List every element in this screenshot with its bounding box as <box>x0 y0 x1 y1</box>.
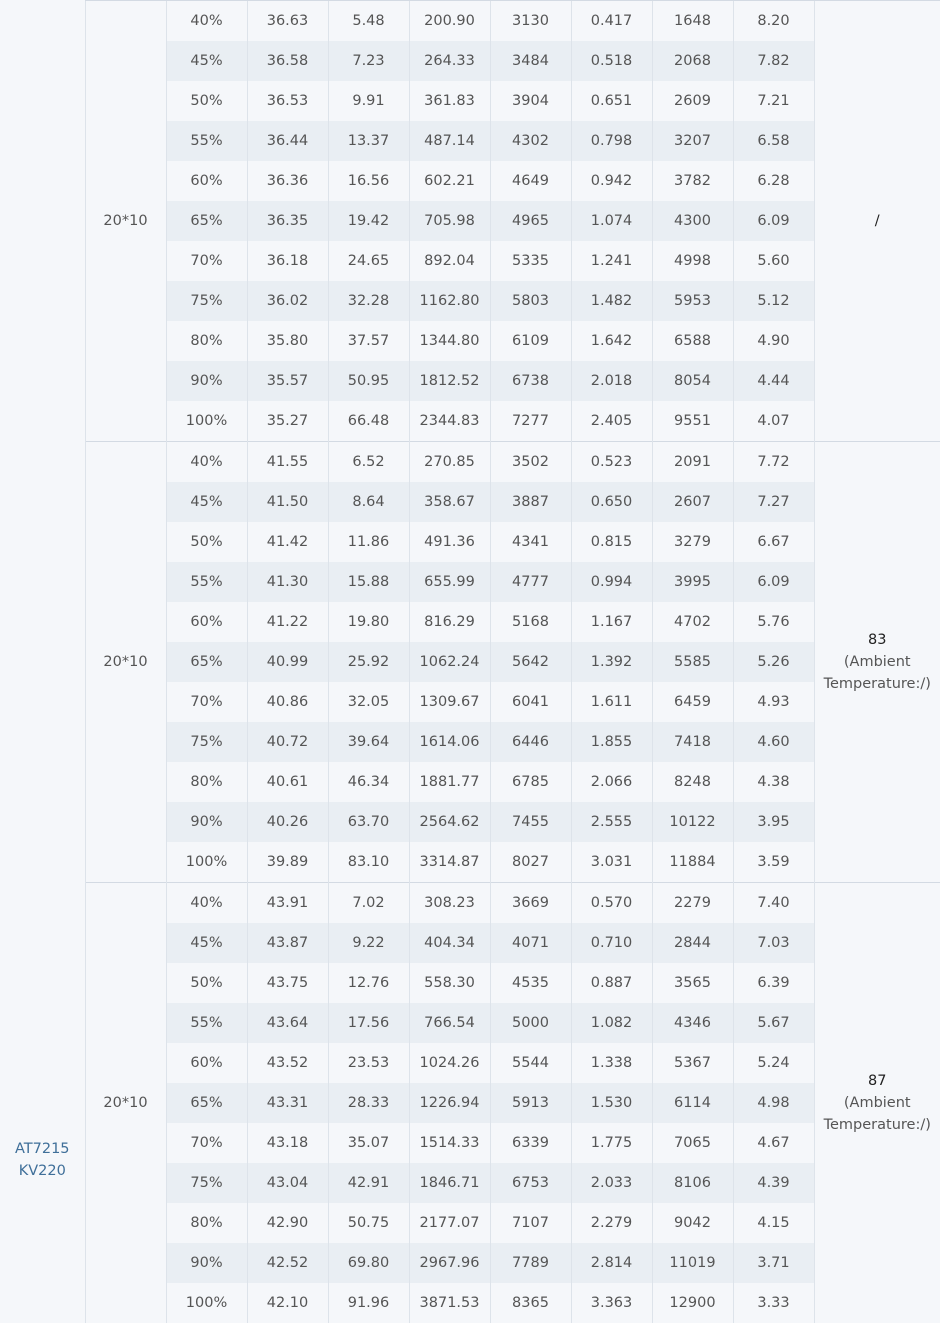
rpm-cell: 1648 <box>652 1 733 42</box>
power-cell: 358.67 <box>409 482 490 522</box>
power-cell: 361.83 <box>409 81 490 121</box>
power-cell: 404.34 <box>409 923 490 963</box>
power-cell: 705.98 <box>409 201 490 241</box>
torque-cell: 2.066 <box>571 762 652 802</box>
efficiency-cell: 4.15 <box>733 1203 814 1243</box>
power-cell: 1846.71 <box>409 1163 490 1203</box>
thrust-cell: 6753 <box>490 1163 571 1203</box>
current-cell: 46.34 <box>328 762 409 802</box>
voltage-cell: 36.53 <box>247 81 328 121</box>
voltage-cell: 36.18 <box>247 241 328 281</box>
efficiency-cell: 7.27 <box>733 482 814 522</box>
thrust-cell: 3484 <box>490 41 571 81</box>
torque-cell: 0.815 <box>571 522 652 562</box>
rpm-cell: 8106 <box>652 1163 733 1203</box>
power-cell: 491.36 <box>409 522 490 562</box>
efficiency-cell: 3.59 <box>733 842 814 883</box>
power-cell: 3314.87 <box>409 842 490 883</box>
torque-cell: 1.482 <box>571 281 652 321</box>
torque-cell: 0.523 <box>571 442 652 483</box>
torque-cell: 1.611 <box>571 682 652 722</box>
rpm-cell: 4300 <box>652 201 733 241</box>
rpm-cell: 4346 <box>652 1003 733 1043</box>
current-cell: 35.07 <box>328 1123 409 1163</box>
thrust-cell: 4071 <box>490 923 571 963</box>
throttle-cell: 100% <box>166 842 247 883</box>
rpm-cell: 12900 <box>652 1283 733 1323</box>
throttle-cell: 75% <box>166 1163 247 1203</box>
torque-cell: 2.405 <box>571 401 652 442</box>
rpm-cell: 8054 <box>652 361 733 401</box>
thrust-cell: 4649 <box>490 161 571 201</box>
efficiency-cell: 7.40 <box>733 883 814 924</box>
throttle-cell: 80% <box>166 1203 247 1243</box>
throttle-cell: 60% <box>166 1043 247 1083</box>
torque-cell: 0.887 <box>571 963 652 1003</box>
current-cell: 42.91 <box>328 1163 409 1203</box>
efficiency-cell: 6.39 <box>733 963 814 1003</box>
torque-cell: 1.338 <box>571 1043 652 1083</box>
rpm-cell: 3782 <box>652 161 733 201</box>
throttle-cell: 45% <box>166 923 247 963</box>
thrust-cell: 7277 <box>490 401 571 442</box>
efficiency-cell: 5.67 <box>733 1003 814 1043</box>
thrust-cell: 6109 <box>490 321 571 361</box>
throttle-cell: 65% <box>166 642 247 682</box>
torque-cell: 1.530 <box>571 1083 652 1123</box>
current-cell: 50.75 <box>328 1203 409 1243</box>
efficiency-cell: 7.21 <box>733 81 814 121</box>
current-cell: 66.48 <box>328 401 409 442</box>
power-cell: 2344.83 <box>409 401 490 442</box>
propeller-size-cell: 20*10 <box>85 1 166 442</box>
current-cell: 9.22 <box>328 923 409 963</box>
torque-cell: 0.651 <box>571 81 652 121</box>
power-cell: 655.99 <box>409 562 490 602</box>
current-cell: 9.91 <box>328 81 409 121</box>
power-cell: 1881.77 <box>409 762 490 802</box>
voltage-cell: 42.90 <box>247 1203 328 1243</box>
torque-cell: 2.033 <box>571 1163 652 1203</box>
rpm-cell: 3279 <box>652 522 733 562</box>
efficiency-cell: 5.26 <box>733 642 814 682</box>
rpm-cell: 7065 <box>652 1123 733 1163</box>
voltage-cell: 36.63 <box>247 1 328 42</box>
efficiency-cell: 4.38 <box>733 762 814 802</box>
efficiency-cell: 5.60 <box>733 241 814 281</box>
current-cell: 25.92 <box>328 642 409 682</box>
throttle-cell: 75% <box>166 281 247 321</box>
throttle-cell: 40% <box>166 883 247 924</box>
throttle-cell: 65% <box>166 201 247 241</box>
rpm-cell: 5585 <box>652 642 733 682</box>
rpm-cell: 3207 <box>652 121 733 161</box>
efficiency-cell: 4.44 <box>733 361 814 401</box>
rpm-cell: 3565 <box>652 963 733 1003</box>
current-cell: 7.02 <box>328 883 409 924</box>
torque-cell: 1.642 <box>571 321 652 361</box>
power-cell: 308.23 <box>409 883 490 924</box>
voltage-cell: 41.30 <box>247 562 328 602</box>
rpm-cell: 5953 <box>652 281 733 321</box>
torque-cell: 3.031 <box>571 842 652 883</box>
voltage-cell: 35.27 <box>247 401 328 442</box>
voltage-cell: 41.55 <box>247 442 328 483</box>
voltage-cell: 43.18 <box>247 1123 328 1163</box>
thrust-cell: 4965 <box>490 201 571 241</box>
thrust-cell: 3887 <box>490 482 571 522</box>
motor-temperature-cell <box>814 1 940 442</box>
torque-cell: 0.570 <box>571 883 652 924</box>
thrust-cell: 6738 <box>490 361 571 401</box>
current-cell: 50.95 <box>328 361 409 401</box>
rpm-cell: 6588 <box>652 321 733 361</box>
efficiency-cell: 6.67 <box>733 522 814 562</box>
thrust-cell: 7107 <box>490 1203 571 1243</box>
thrust-cell: 4777 <box>490 562 571 602</box>
rpm-cell: 10122 <box>652 802 733 842</box>
efficiency-cell: 7.82 <box>733 41 814 81</box>
voltage-cell: 35.80 <box>247 321 328 361</box>
rpm-cell: 9042 <box>652 1203 733 1243</box>
efficiency-cell: 4.07 <box>733 401 814 442</box>
thrust-cell: 5913 <box>490 1083 571 1123</box>
thrust-cell: 4341 <box>490 522 571 562</box>
throttle-cell: 90% <box>166 1243 247 1283</box>
efficiency-cell: 4.60 <box>733 722 814 762</box>
thrust-cell: 8027 <box>490 842 571 883</box>
thrust-cell: 4302 <box>490 121 571 161</box>
power-cell: 558.30 <box>409 963 490 1003</box>
efficiency-cell: 4.98 <box>733 1083 814 1123</box>
power-cell: 892.04 <box>409 241 490 281</box>
current-cell: 12.76 <box>328 963 409 1003</box>
torque-cell: 2.279 <box>571 1203 652 1243</box>
torque-cell: 1.241 <box>571 241 652 281</box>
voltage-cell: 43.04 <box>247 1163 328 1203</box>
throttle-cell: 55% <box>166 562 247 602</box>
efficiency-cell: 5.12 <box>733 281 814 321</box>
thrust-cell: 7455 <box>490 802 571 842</box>
current-cell: 28.33 <box>328 1083 409 1123</box>
efficiency-cell: 7.72 <box>733 442 814 483</box>
thrust-cell: 5335 <box>490 241 571 281</box>
thrust-cell: 3904 <box>490 81 571 121</box>
throttle-cell: 45% <box>166 41 247 81</box>
throttle-cell: 50% <box>166 81 247 121</box>
voltage-cell: 43.75 <box>247 963 328 1003</box>
throttle-cell: 100% <box>166 401 247 442</box>
torque-cell: 1.082 <box>571 1003 652 1043</box>
torque-cell: 3.363 <box>571 1283 652 1323</box>
thrust-cell: 4535 <box>490 963 571 1003</box>
throttle-cell: 40% <box>166 442 247 483</box>
current-cell: 83.10 <box>328 842 409 883</box>
motor-kv-rating: KV220 <box>0 1160 85 1182</box>
current-cell: 15.88 <box>328 562 409 602</box>
current-cell: 63.70 <box>328 802 409 842</box>
voltage-cell: 41.50 <box>247 482 328 522</box>
current-cell: 32.28 <box>328 281 409 321</box>
current-cell: 39.64 <box>328 722 409 762</box>
voltage-cell: 41.22 <box>247 602 328 642</box>
thrust-cell: 6339 <box>490 1123 571 1163</box>
current-cell: 16.56 <box>328 161 409 201</box>
throttle-cell: 90% <box>166 361 247 401</box>
current-cell: 23.53 <box>328 1043 409 1083</box>
power-cell: 1226.94 <box>409 1083 490 1123</box>
voltage-cell: 42.52 <box>247 1243 328 1283</box>
thrust-cell: 3502 <box>490 442 571 483</box>
rpm-cell: 2609 <box>652 81 733 121</box>
torque-cell: 0.942 <box>571 161 652 201</box>
throttle-cell: 50% <box>166 522 247 562</box>
efficiency-cell: 8.20 <box>733 1 814 42</box>
table-row <box>0 442 940 483</box>
throttle-cell: 70% <box>166 241 247 281</box>
current-cell: 11.86 <box>328 522 409 562</box>
voltage-cell: 36.36 <box>247 161 328 201</box>
efficiency-cell: 4.39 <box>733 1163 814 1203</box>
thrust-cell: 6446 <box>490 722 571 762</box>
voltage-cell: 43.52 <box>247 1043 328 1083</box>
thrust-cell: 5803 <box>490 281 571 321</box>
efficiency-cell: 4.90 <box>733 321 814 361</box>
thrust-cell: 7789 <box>490 1243 571 1283</box>
throttle-cell: 80% <box>166 762 247 802</box>
voltage-cell: 36.58 <box>247 41 328 81</box>
rpm-cell: 2091 <box>652 442 733 483</box>
propeller-size-cell: 20*10 <box>85 883 166 1323</box>
power-cell: 1514.33 <box>409 1123 490 1163</box>
thrust-cell: 5000 <box>490 1003 571 1043</box>
rpm-cell: 2844 <box>652 923 733 963</box>
current-cell: 6.52 <box>328 442 409 483</box>
voltage-cell: 40.61 <box>247 762 328 802</box>
efficiency-cell: 6.28 <box>733 161 814 201</box>
torque-cell: 0.417 <box>571 1 652 42</box>
thrust-cell: 6785 <box>490 762 571 802</box>
current-cell: 37.57 <box>328 321 409 361</box>
efficiency-cell: 5.76 <box>733 602 814 642</box>
throttle-cell: 40% <box>166 1 247 42</box>
efficiency-cell: 3.71 <box>733 1243 814 1283</box>
rpm-cell: 7418 <box>652 722 733 762</box>
rpm-cell: 11884 <box>652 842 733 883</box>
motor-temperature-cell <box>814 442 940 883</box>
throttle-cell: 90% <box>166 802 247 842</box>
throttle-cell: 75% <box>166 722 247 762</box>
torque-cell: 2.814 <box>571 1243 652 1283</box>
power-cell: 1024.26 <box>409 1043 490 1083</box>
current-cell: 19.42 <box>328 201 409 241</box>
throttle-cell: 70% <box>166 682 247 722</box>
rpm-cell: 11019 <box>652 1243 733 1283</box>
efficiency-cell: 7.03 <box>733 923 814 963</box>
power-cell: 264.33 <box>409 41 490 81</box>
thrust-cell: 8365 <box>490 1283 571 1323</box>
power-cell: 200.90 <box>409 1 490 42</box>
throttle-cell: 55% <box>166 121 247 161</box>
throttle-cell: 45% <box>166 482 247 522</box>
efficiency-cell: 6.09 <box>733 201 814 241</box>
temperature-value: 87 <box>815 1070 940 1092</box>
thrust-cell: 3669 <box>490 883 571 924</box>
motor-model-cell <box>0 1 85 1323</box>
current-cell: 24.65 <box>328 241 409 281</box>
voltage-cell: 35.57 <box>247 361 328 401</box>
power-cell: 1812.52 <box>409 361 490 401</box>
table-row <box>0 1 940 42</box>
current-cell: 69.80 <box>328 1243 409 1283</box>
power-cell: 1162.80 <box>409 281 490 321</box>
torque-cell: 0.710 <box>571 923 652 963</box>
power-cell: 2967.96 <box>409 1243 490 1283</box>
motor-model-name: AT7215 <box>0 1138 85 1160</box>
throttle-cell: 70% <box>166 1123 247 1163</box>
thrust-cell: 5642 <box>490 642 571 682</box>
voltage-cell: 40.99 <box>247 642 328 682</box>
rpm-cell: 6459 <box>652 682 733 722</box>
voltage-cell: 36.02 <box>247 281 328 321</box>
efficiency-cell: 6.58 <box>733 121 814 161</box>
efficiency-cell: 5.24 <box>733 1043 814 1083</box>
table-row <box>0 883 940 924</box>
power-cell: 766.54 <box>409 1003 490 1043</box>
current-cell: 32.05 <box>328 682 409 722</box>
temperature-value: 83 <box>815 629 940 651</box>
efficiency-cell: 3.33 <box>733 1283 814 1323</box>
throttle-cell: 60% <box>166 161 247 201</box>
voltage-cell: 42.10 <box>247 1283 328 1323</box>
power-cell: 816.29 <box>409 602 490 642</box>
ambient-temperature-note: (Ambient Temperature:/) <box>815 651 940 695</box>
throttle-cell: 55% <box>166 1003 247 1043</box>
voltage-cell: 40.86 <box>247 682 328 722</box>
efficiency-cell: 4.93 <box>733 682 814 722</box>
rpm-cell: 5367 <box>652 1043 733 1083</box>
current-cell: 5.48 <box>328 1 409 42</box>
power-cell: 2177.07 <box>409 1203 490 1243</box>
thrust-cell: 5544 <box>490 1043 571 1083</box>
power-cell: 3871.53 <box>409 1283 490 1323</box>
voltage-cell: 36.35 <box>247 201 328 241</box>
current-cell: 7.23 <box>328 41 409 81</box>
current-cell: 19.80 <box>328 602 409 642</box>
rpm-cell: 2607 <box>652 482 733 522</box>
throttle-cell: 65% <box>166 1083 247 1123</box>
throttle-cell: 50% <box>166 963 247 1003</box>
efficiency-cell: 4.67 <box>733 1123 814 1163</box>
torque-cell: 1.775 <box>571 1123 652 1163</box>
throttle-cell: 60% <box>166 602 247 642</box>
current-cell: 17.56 <box>328 1003 409 1043</box>
torque-cell: 0.994 <box>571 562 652 602</box>
torque-cell: 0.650 <box>571 482 652 522</box>
thrust-cell: 5168 <box>490 602 571 642</box>
torque-cell: 2.555 <box>571 802 652 842</box>
power-cell: 270.85 <box>409 442 490 483</box>
thrust-cell: 6041 <box>490 682 571 722</box>
voltage-cell: 41.42 <box>247 522 328 562</box>
power-cell: 602.21 <box>409 161 490 201</box>
torque-cell: 2.018 <box>571 361 652 401</box>
motor-temperature-cell <box>814 883 940 1323</box>
voltage-cell: 43.64 <box>247 1003 328 1043</box>
throttle-cell: 80% <box>166 321 247 361</box>
rpm-cell: 3995 <box>652 562 733 602</box>
voltage-cell: 43.87 <box>247 923 328 963</box>
torque-cell: 1.074 <box>571 201 652 241</box>
power-cell: 2564.62 <box>409 802 490 842</box>
table-body <box>0 1 940 1323</box>
power-cell: 487.14 <box>409 121 490 161</box>
rpm-cell: 4998 <box>652 241 733 281</box>
ambient-temperature-note: (Ambient Temperature:/) <box>815 1092 940 1136</box>
torque-cell: 1.167 <box>571 602 652 642</box>
voltage-cell: 40.26 <box>247 802 328 842</box>
thrust-cell: 3130 <box>490 1 571 42</box>
efficiency-cell: 6.09 <box>733 562 814 602</box>
torque-cell: 1.855 <box>571 722 652 762</box>
throttle-cell: 100% <box>166 1283 247 1323</box>
voltage-cell: 43.31 <box>247 1083 328 1123</box>
voltage-cell: 39.89 <box>247 842 328 883</box>
torque-cell: 0.798 <box>571 121 652 161</box>
rpm-cell: 6114 <box>652 1083 733 1123</box>
current-cell: 13.37 <box>328 121 409 161</box>
propeller-size-cell: 20*10 <box>85 442 166 883</box>
rpm-cell: 2279 <box>652 883 733 924</box>
rpm-cell: 8248 <box>652 762 733 802</box>
power-cell: 1062.24 <box>409 642 490 682</box>
voltage-cell: 40.72 <box>247 722 328 762</box>
current-cell: 8.64 <box>328 482 409 522</box>
power-cell: 1344.80 <box>409 321 490 361</box>
rpm-cell: 9551 <box>652 401 733 442</box>
rpm-cell: 4702 <box>652 602 733 642</box>
voltage-cell: 36.44 <box>247 121 328 161</box>
power-cell: 1614.06 <box>409 722 490 762</box>
efficiency-cell: 3.95 <box>733 802 814 842</box>
current-cell: 91.96 <box>328 1283 409 1323</box>
temperature-value: / <box>815 210 940 232</box>
voltage-cell: 43.91 <box>247 883 328 924</box>
rpm-cell: 2068 <box>652 41 733 81</box>
torque-cell: 0.518 <box>571 41 652 81</box>
power-cell: 1309.67 <box>409 682 490 722</box>
torque-cell: 1.392 <box>571 642 652 682</box>
